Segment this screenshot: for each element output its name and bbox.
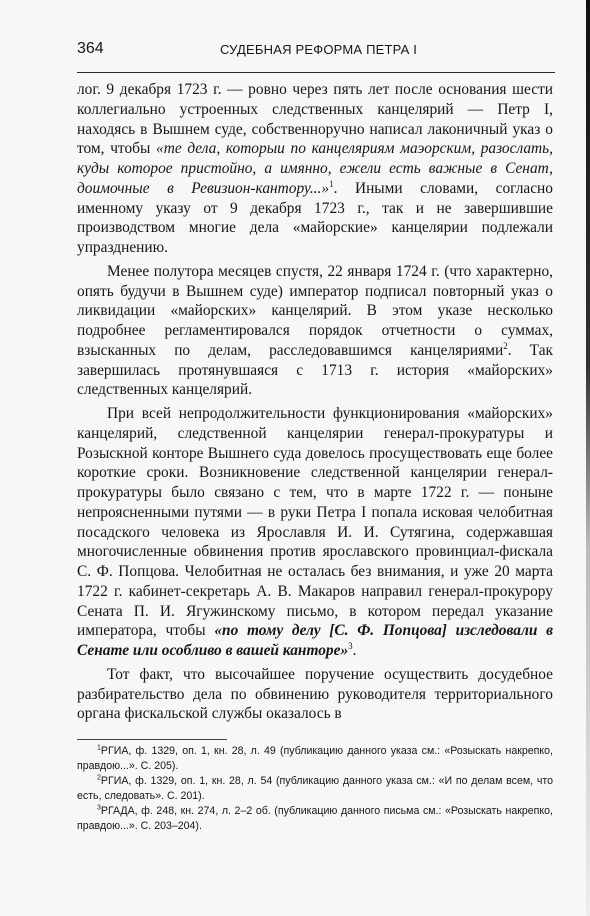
paragraph-1-text: лог. 9 декабря 1723 г. — ровно через пять лет после основания шести коллегиально устроенных следственных канцелярий — Петр I, находясь в Вышнем суде, собственноручно написал лаконичный указ о том, чтобы [77, 81, 553, 158]
footnote-3 [77, 804, 553, 834]
decree-quote: «те дела, которыи по канцеляриям маэорским, разослать, куды которое пристойно, а имянно, ежели есть важные в Сенат, доимочные в Ревизион-кантору...» [77, 140, 554, 197]
footnote-ref-3: 3 [348, 640, 353, 651]
paragraph-2-text: Менее полутора месяцев спустя, 22 января 1724 г. (что характерно, опять будучи в Вышнем суде) император подписал повторный указ о ликвидации «майорских» канцелярий. В этом указе несколько подробнее регламентировался порядок отчетности о суммах, взысканных по делам, расследовавшимся канцеляриями [77, 262, 553, 359]
header-rule [77, 72, 555, 73]
paragraph-3-text-end: . [352, 642, 357, 659]
letter-quote: «по тому делу [С. Ф. Попцова] изследовали в Сенате или особливо в вашей канторе» [77, 622, 553, 659]
footnote-number-1: 1 [97, 744, 101, 752]
footnote-text-2: РГИА, ф. 1329, оп. 1, кн. 28, л. 54 (публикацию данного указа см.: «И по делам всем, что есть, следовать». С. 201). [77, 774, 553, 802]
footnote-number-3: 3 [97, 804, 101, 812]
paragraph-2-text-end: . Так завершилась протянувшаяся с 1713 г. история «майорских» следственных канцелярий. [77, 341, 554, 399]
paragraph-2 [77, 262, 553, 400]
paragraph-1-text-end: . Иными словами, согласно именному указу от 9 декабря 1723 г., так и не завершившие производством многие дела «майорские» канцелярии подлежали упразднению. [77, 179, 553, 256]
main-text [77, 80, 553, 724]
running-title: СУДЕБНАЯ РЕФОРМА ПЕТРА I [220, 42, 418, 57]
page-header [77, 40, 555, 64]
footnote-1 [77, 744, 553, 774]
footnote-ref-1: 1 [329, 178, 334, 189]
footnote-number-2: 2 [97, 774, 101, 782]
scan-edge [586, 0, 590, 916]
paragraph-1 [77, 80, 553, 258]
footnote-ref-2: 2 [503, 340, 508, 351]
paragraph-3 [77, 404, 553, 661]
footnote-text-1: РГИА, ф. 1329, оп. 1, кн. 28, л. 49 (публикацию данного указа см.: «Розыскать накрепко, правдою...». С. 205). [77, 745, 553, 772]
footnote-2 [77, 774, 553, 804]
paragraph-4: Тот факт, что высочайшее поручение осуществить досудебное разбирательство дела по обвинению руководителя территориального органа фискальской службы оказалось в [77, 665, 553, 723]
footnote-text-3: РГАДА, ф. 248, кн. 274, л. 2–2 об. (публикацию данного письма см.: «Розыскать накрепко, правдою...». С. 203–204). [77, 804, 553, 832]
footnotes [77, 744, 553, 833]
footnote-separator [77, 739, 227, 740]
paragraph-3-text: При всей непродолжительности функционирования «майорских» канцелярий, следственной канцелярии генерал-прокуратуры и Розыскной конторе Вышнего суда довелось просуществовать еще более короткие сроки. Возникновение следственной канцелярии генерал-прокуратуры было связано с тем, что в марте 1722 г. — поныне непроясненными путями — в руки Петра I попала исковая челобитная посадского человека из Ярославля И. И. Сутягина, содержавшая многочисленные обвинения против ярославского провинциал-фискала С. Ф. Попцова. Челобитная не осталась без внимания, и уже 20 марта 1722 г. кабинет-секретарь А. В. Макаров направил генерал-прокурору Сената П. И. Ягужинскому письмо, в котором передал указание императора, чтобы [77, 405, 553, 640]
page-number: 364 [77, 40, 104, 57]
